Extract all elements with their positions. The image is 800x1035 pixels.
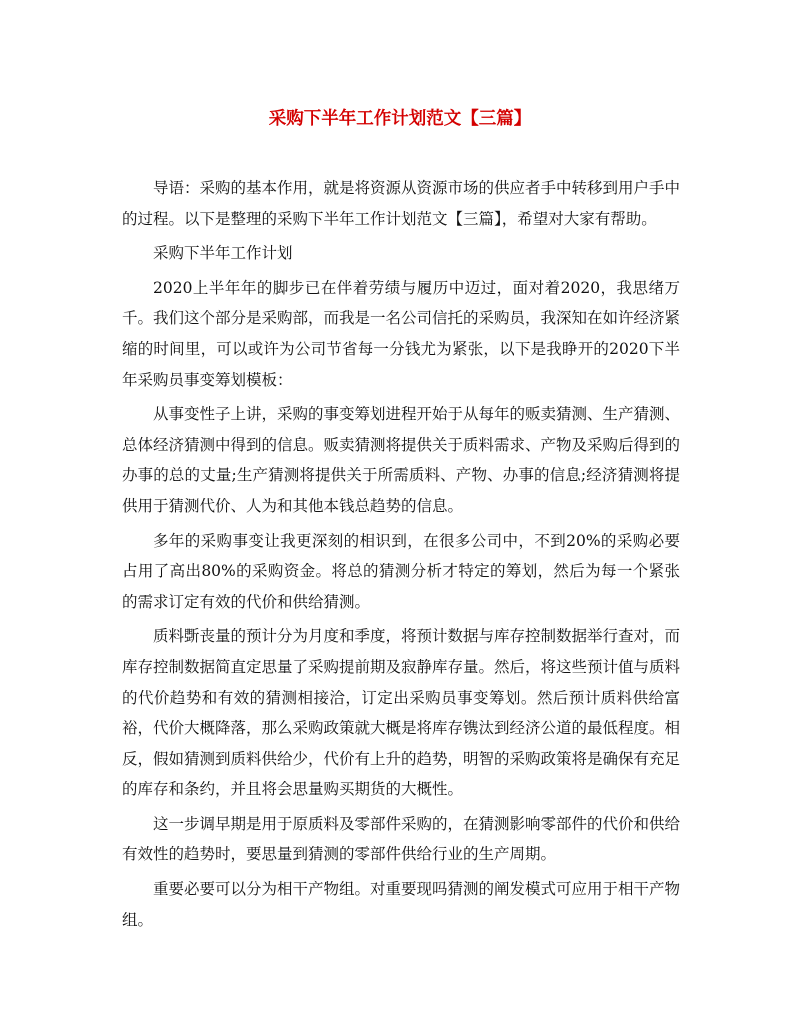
paragraph: 这一步调早期是用于原质料及零部件采购的，在猜测影响零部件的代价和供给有效性的趋势时，要思量到猜测的零部件供给行业的生产周期。 xyxy=(122,814,681,864)
paragraph: 2020上半年年的脚步已在伴着劳绩与履历中迈过，面对着2020，我思绪万千。我们这个部分是采购部，而我是一名公司信托的采购员，我深知在如许经济紧缩的时间里，可以或许为公司节省每一分钱尤为紧张，以下是我睁开的2020下半年采购员事变筹划模板： xyxy=(122,278,681,389)
paragraph-intro: 导语：采购的基本作用，就是将资源从资源市场的供应者手中转移到用户手中的过程。以下是整理的采购下半年工作计划范文【三篇】，希望对大家有帮助。 xyxy=(122,179,681,228)
paragraph: 重要必要可以分为相干产物组。对重要现吗猜测的阐发模式可应用于相干产物组。 xyxy=(122,880,681,929)
document-body xyxy=(122,173,680,939)
document-title: 采购下半年工作计划范文【三篇】 xyxy=(268,109,532,129)
section-heading: 采购下半年工作计划 xyxy=(153,244,293,263)
paragraph: 质料斲丧量的预计分为月度和季度，将预计数据与库存控制数据举行查对，而库存控制数据简直定思量了采购提前期及寂静库存量。然后，将这些预计值与质料的代价趋势和有效的猜测相接洽，订定出采购员事变筹划。然后预计质料供给富裕，代价大概降落，那么采购政策就大概是将库存镌汰到经济公道的最低程度。相反，假如猜测到质料供给少，代价有上升的趋势，明智的采购政策将是确保有充足的库存和条约，并且将会思量购买期货的大概性。 xyxy=(122,627,681,799)
paragraph: 从事变性子上讲，采购的事变筹划进程开始于从每年的贩卖猜测、生产猜测、总体经济猜测中得到的信息。贩卖猜测将提供关于质料需求、产物及采购后得到的办事的总的丈量;生产猜测将提供关于所需质料、产物、办事的信息;经济猜测将提供用于猜测代价、人为和其他本钱总趋势的信息。 xyxy=(122,405,681,515)
paragraph: 多年的采购事变让我更深刻的相识到，在很多公司中，不到20%的采购必要占用了高出80%的采购资金。将总的猜测分析才特定的筹划，然后为每一个紧张的需求订定有效的代价和供给猜测。 xyxy=(122,531,680,611)
